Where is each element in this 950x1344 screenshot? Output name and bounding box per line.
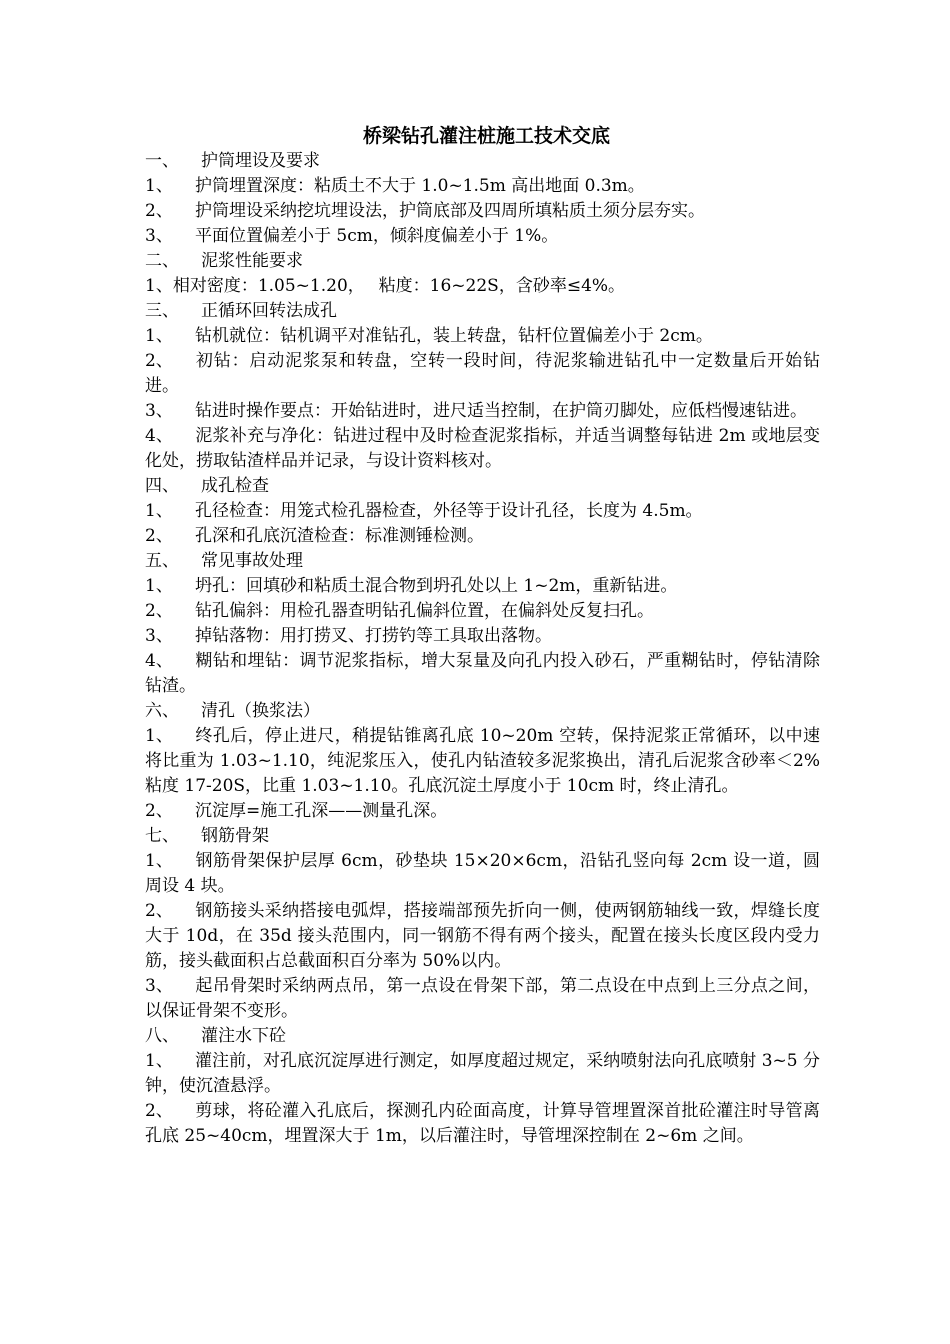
list-item: [145, 399, 820, 424]
list-item: [145, 524, 820, 549]
list-item: [145, 624, 820, 649]
item-number: 4、: [145, 426, 173, 446]
list-item: [145, 1049, 820, 1099]
section-number: 六、: [145, 701, 179, 721]
section-heading: [145, 249, 820, 274]
item-text: 起吊骨架时采纳两点吊，第一点设在骨架下部，第二点设在中点到上三分点之间，以保证骨架不变形。: [145, 976, 820, 1021]
section-number: 五、: [145, 551, 179, 571]
section-number: 一、: [145, 151, 179, 171]
item-text: 钻孔偏斜：用检孔器查明钻孔偏斜位置，在偏斜处反复扫孔。: [195, 601, 654, 621]
item-number: 4、: [145, 651, 173, 671]
item-text: 沉淀厚=施工孔深——测量孔深。: [195, 801, 448, 821]
item-number: 1、: [145, 501, 173, 521]
document-body: [145, 149, 820, 1149]
section-title: 成孔检查: [201, 476, 269, 496]
item-text: 初钻：启动泥浆泵和转盘，空转一段时间，待泥浆输进钻孔中一定数量后开始钻进。: [145, 351, 820, 396]
item-text: 糊钻和埋钻：调节泥浆指标，增大泵量及向孔内投入砂石，严重糊钻时，停钻清除钻渣。: [145, 651, 820, 696]
list-item: [145, 224, 820, 249]
item-text: 灌注前，对孔底沉淀厚进行测定，如厚度超过规定，采纳喷射法向孔底喷射 3~5 分钟，使沉渣悬浮。: [145, 1051, 820, 1096]
list-item: [145, 649, 820, 699]
item-number: 1、: [145, 726, 173, 746]
document-page: [145, 124, 820, 1149]
section-number: 七、: [145, 826, 179, 846]
item-number: 2、: [145, 526, 173, 546]
section-title: 清孔（换浆法）: [201, 701, 320, 721]
section-title: 护筒埋设及要求: [201, 151, 320, 171]
item-text: 掉钻落物：用打捞叉、打捞钓等工具取出落物。: [195, 626, 552, 646]
section-number: 八、: [145, 1026, 179, 1046]
section-number: 二、: [145, 251, 179, 271]
item-text: 孔深和孔底沉渣检查：标准测锤检测。: [195, 526, 484, 546]
section-heading: [145, 474, 820, 499]
item-text: 泥浆补充与净化：钻进过程中及时检查泥浆指标，并适当调整每钻进 2m 或地层变化处，捞取钻渣样品并记录，与设计资料核对。: [145, 426, 820, 471]
list-item: [145, 174, 820, 199]
item-text: 平面位置偏差小于 5cm，倾斜度偏差小于 1%。: [195, 226, 559, 246]
item-text: 钢筋骨架保护层厚 6cm，砂垫块 15×20×6cm，沿钻孔竖向每 2cm 设一道，圆周设 4 块。: [145, 851, 820, 896]
item-text: 钢筋接头采纳搭接电弧焊，搭接端部预先折向一侧，使两钢筋轴线一致，焊缝长度大于 10d，在 35d 接头范围内，同一钢筋不得有两个接头，配置在接头长度区段内受力筋，接头截面积占总截面积百分率为 50%以内。: [145, 901, 820, 971]
list-item: [145, 199, 820, 224]
item-text: 钻进时操作要点：开始钻进时，进尺适当控制，在护筒刃脚处，应低档慢速钻进。: [195, 401, 807, 421]
document-title: 桥梁钻孔灌注桩施工技术交底: [362, 125, 610, 147]
item-number: 2、: [145, 801, 173, 821]
list-item: [145, 349, 820, 399]
section-title: 正循环回转法成孔: [201, 301, 337, 321]
item-text: 终孔后，停止进尺，稍提钻锥离孔底 10~20m 空转，保持泥浆正常循环，以中速将比重为 1.03~1.10，纯泥浆压入，使孔内钻渣较多泥浆换出，清孔后泥浆含砂率＜2%粘度 17-20S，比重 1.03~1.10。孔底沉淀土厚度小于 10cm 时，终止清孔。: [145, 726, 820, 796]
item-number: 1、: [145, 851, 173, 871]
item-number: 1、: [145, 326, 173, 346]
item-number: 2、: [145, 351, 173, 371]
section-number: 四、: [145, 476, 179, 496]
list-item: [145, 899, 820, 974]
item-text: 孔径检查：用笼式检孔器检查，外径等于设计孔径，长度为 4.5m。: [195, 501, 703, 521]
item-number: 3、: [145, 626, 173, 646]
item-number: 2、: [145, 601, 173, 621]
list-item: [145, 724, 820, 799]
item-number: 1、: [145, 176, 173, 196]
item-number: 3、: [145, 976, 173, 996]
section-heading: [145, 1024, 820, 1049]
item-number: 3、: [145, 226, 173, 246]
list-item: [145, 274, 820, 299]
item-text: 护筒埋设采纳挖坑埋设法，护筒底部及四周所填粘质土须分层夯实。: [195, 201, 705, 221]
list-item: [145, 499, 820, 524]
item-text: 相对密度：1.05~1.20， 粘度：16~22S，含砂率≤4%。: [172, 276, 626, 296]
section-title: 泥浆性能要求: [201, 251, 303, 271]
item-number: 1、: [145, 576, 173, 596]
list-item: [145, 974, 820, 1024]
list-item: [145, 324, 820, 349]
item-text: 钻机就位：钻机调平对准钻孔，装上转盘，钻杆位置偏差小于 2cm。: [195, 326, 713, 346]
list-item: [145, 799, 820, 824]
item-number: 2、: [145, 1101, 173, 1121]
list-item: [145, 1099, 820, 1149]
item-number: 2、: [145, 201, 173, 221]
list-item: [145, 849, 820, 899]
section-heading: [145, 699, 820, 724]
section-title: 常见事故处理: [201, 551, 303, 571]
item-number: 1、: [145, 276, 173, 296]
item-text: 坍孔：回填砂和粘质土混合物到坍孔处以上 1~2m，重新钻进。: [195, 576, 678, 596]
list-item: [145, 424, 820, 474]
item-number: 1、: [145, 1051, 173, 1071]
item-text: 剪球，将砼灌入孔底后，探测孔内砼面高度，计算导管埋置深首批砼灌注时导管离孔底 25~40cm，埋置深大于 1m，以后灌注时，导管埋深控制在 2~6m 之间。: [145, 1101, 820, 1146]
section-heading: [145, 149, 820, 174]
section-title: 灌注水下砼: [201, 1026, 286, 1046]
section-title: 钢筋骨架: [201, 826, 269, 846]
item-number: 3、: [145, 401, 173, 421]
section-heading: [145, 824, 820, 849]
section-number: 三、: [145, 301, 179, 321]
list-item: [145, 599, 820, 624]
item-number: 2、: [145, 901, 173, 921]
item-text: 护筒埋置深度：粘质土不大于 1.0~1.5m 高出地面 0.3m。: [195, 176, 645, 196]
section-heading: [145, 549, 820, 574]
list-item: [145, 574, 820, 599]
section-heading: [145, 299, 820, 324]
